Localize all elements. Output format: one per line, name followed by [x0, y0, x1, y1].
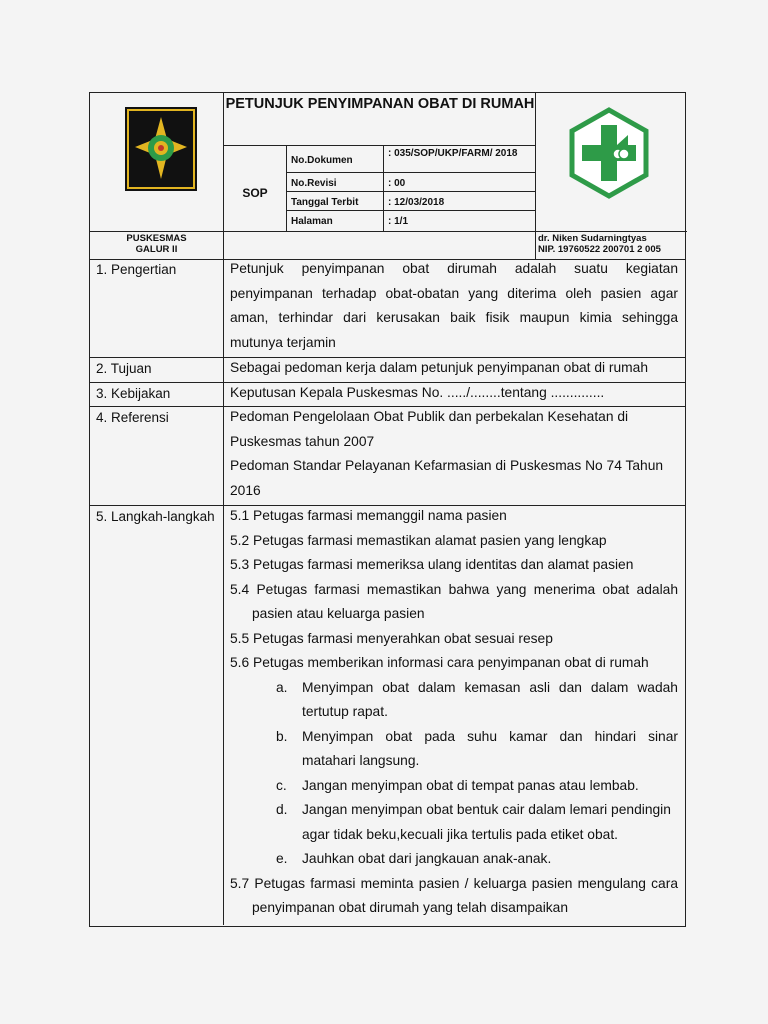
pengertian-line-4: mutunya terjamin — [230, 334, 336, 350]
referensi-line-3: Pedoman Standar Pelayanan Kefarmasian di Puskesmas No 74 Tahun — [230, 458, 664, 473]
puskesmas-cross-logo-icon — [568, 107, 650, 199]
signatory — [538, 233, 684, 255]
referensi-line-4: 2016 — [230, 482, 261, 498]
step-5-7-line-2: penyimpanan obat dirumah yang telah disampaikan — [252, 900, 569, 915]
signatory-nip: NIP. 19760522 200701 2 005 — [538, 244, 661, 255]
regency-emblem-icon — [125, 107, 197, 191]
list-item-b-line-1: Menyimpan obat pada suhu kamar dan hindari sinar — [302, 728, 678, 744]
list-item-e — [276, 847, 678, 872]
step-5-4-line-2: pasien atau keluarga pasien — [252, 606, 425, 621]
tujuan-text: Sebagai pedoman kerja dalam petunjuk penyimpanan obat di rumah — [230, 360, 649, 375]
section-label-kebijakan: 3. Kebijakan — [96, 386, 171, 401]
field-value-no-dokumen: : 035/SOP/UKP/FARM/ 2018 — [388, 148, 518, 159]
document-title: PETUNJUK PENYIMPANAN OBAT DI RUMAH — [225, 96, 535, 112]
sop-label: SOP — [242, 186, 268, 200]
field-label-no-revisi: No.Revisi — [291, 178, 337, 189]
field-value-no-revisi: : 00 — [388, 178, 406, 189]
step-5-4-line-1: 5.4 Petugas farmasi memastikan bahwa yang menerima obat adalah — [230, 581, 678, 597]
organization-name — [90, 233, 223, 255]
list-item-b — [276, 725, 678, 774]
step-5-2: 5.2 Petugas farmasi memastikan alamat pasien yang lengkap — [230, 532, 607, 548]
org-line-1: PUSKESMAS — [126, 233, 187, 244]
sop-header-table — [89, 92, 686, 260]
list-item-a — [276, 676, 678, 725]
step-5-5: 5.5 Petugas farmasi menyerahkan obat sesuai resep — [230, 630, 553, 646]
section-label-tujuan: 2. Tujuan — [96, 361, 152, 376]
list-item-d — [276, 798, 678, 847]
pengertian-line-1: Petunjuk penyimpanan obat dirumah adalah suatu kegiatan — [230, 261, 678, 276]
step-5-1: 5.1 Petugas farmasi memanggil nama pasien — [230, 508, 507, 523]
pengertian-line-3: aman, terhindar dari kerusakan baik fisik maupun kimia sehingga — [230, 310, 678, 325]
step-5-7-line-1: 5.7 Petugas farmasi meminta pasien / keluarga pasien mengulang cara — [230, 875, 678, 891]
list-item-c-line-1: Jangan menyimpan obat di tempat panas atau lembab. — [302, 777, 639, 793]
field-label-halaman: Halaman — [291, 216, 333, 227]
field-value-halaman: : 1/1 — [388, 216, 409, 227]
list-item-e-line-1: Jauhkan obat dari jangkauan anak-anak. — [302, 851, 552, 866]
list-item-d-line-2: agar tidak beku,kecuali jika tertulis pada etiket obat. — [302, 826, 618, 842]
step-5-3: 5.3 Petugas farmasi memeriksa ulang identitas dan alamat pasien — [230, 557, 634, 572]
list-marker: e. — [276, 851, 288, 866]
section-label-langkah: 5. Langkah-langkah — [96, 509, 215, 524]
list-marker: d. — [276, 802, 288, 817]
field-label-tanggal-terbit: Tanggal Terbit — [291, 197, 359, 208]
section-label-referensi: 4. Referensi — [96, 410, 169, 425]
signatory-name: dr. Niken Sudarningtyas — [538, 233, 647, 244]
field-label-no-dokumen: No.Dokumen — [291, 155, 353, 166]
list-marker: a. — [276, 679, 288, 695]
section-label-pengertian: 1. Pengertian — [96, 262, 177, 277]
sop-body-table — [89, 259, 686, 927]
referensi-line-1: Pedoman Pengelolaan Obat Publik dan perbekalan Kesehatan di — [230, 409, 629, 424]
list-item-b-line-2: matahari langsung. — [302, 753, 420, 768]
field-value-tanggal-terbit: : 12/03/2018 — [388, 197, 445, 208]
referensi-line-2: Puskesmas tahun 2007 — [230, 433, 375, 449]
list-item-c — [276, 774, 678, 799]
list-item-a-line-2: tertutup rapat. — [302, 704, 388, 719]
kebijakan-text: Keputusan Kepala Puskesmas No. ...../........tentang .............. — [230, 385, 605, 400]
org-line-2: GALUR II — [135, 244, 178, 255]
list-item-a-line-1: Menyimpan obat dalam kemasan asli dan dalam wadah — [302, 679, 678, 695]
list-marker: b. — [276, 728, 288, 744]
list-item-d-line-1: Jangan menyimpan obat bentuk cair dalam lemari pendingin — [302, 802, 671, 817]
step-5-6: 5.6 Petugas memberikan informasi cara penyimpanan obat di rumah — [230, 655, 649, 670]
list-marker: c. — [276, 777, 287, 793]
pengertian-line-2: penyimpanan terhadap obat-obatan yang diterima oleh pasien agar — [230, 285, 678, 301]
